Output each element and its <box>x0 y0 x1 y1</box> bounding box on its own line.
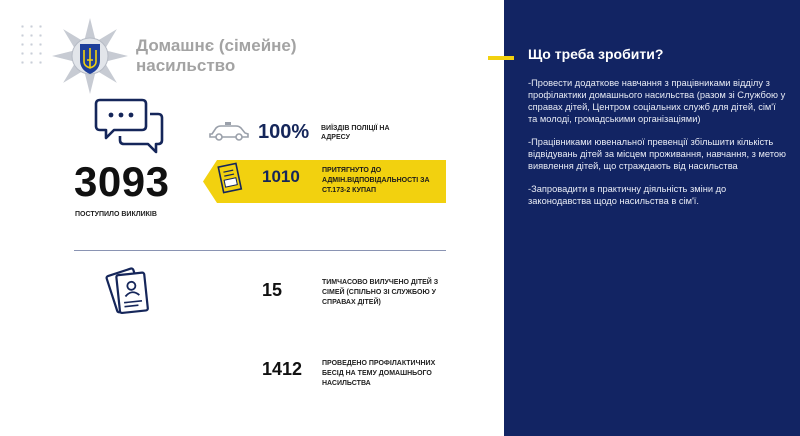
action-item: -Працівниками ювенальної превенції збільшити кількість відвідувань дітей за місцем проживання, навчання, з метою виявлення дітей, що страждають від насильства <box>528 137 787 171</box>
actions-panel <box>504 0 800 436</box>
page-title: Домашнє (сімейне) насильство <box>136 36 297 75</box>
calls-count: 3093 <box>74 158 170 205</box>
calls-label: ПОСТУПИЛО ВИКЛИКІВ <box>75 211 157 218</box>
children-removed-label: ТИМЧАСОВО ВИЛУЧЕНО ДІТЕЙ З СІМЕЙ (СПІЛЬНО ЗІ СЛУЖБОЮ У СПРАВАХ ДІТЕЙ) <box>322 279 439 306</box>
accent-bar <box>488 56 514 60</box>
document-stamp-icon <box>216 162 244 196</box>
administrative-label: ПРИТЯГНУТО ДО АДМІН.ВІДПОВІДАЛЬНОСТІ ЗА СТ.173-2 КУПАП <box>322 167 430 194</box>
documents-icon <box>104 264 156 320</box>
police-star-trident-icon <box>50 16 130 96</box>
decorative-dot-grid <box>18 22 46 68</box>
police-visits-value: 100% <box>258 121 310 143</box>
panel-title: Що треба зробити? <box>528 46 664 62</box>
police-visits-label: ВИЇЗДІВ ПОЛІЦІЇ НА АДРЕСУ <box>321 125 390 141</box>
children-removed-value: 15 <box>262 280 283 300</box>
preventive-talks-value: 1412 <box>262 359 303 379</box>
chat-bubbles-icon <box>94 96 164 158</box>
action-item: -Запровадити в практичну діяльність зміни до законодавства щодо насильства в сім'ї. <box>528 184 727 206</box>
actions-list <box>528 77 786 218</box>
section-divider <box>74 250 446 251</box>
preventive-talks-label: ПРОВЕДЕНО ПРОФІЛАКТИЧНИХ БЕСІД НА ТЕМУ ДОМАШНЬОГО НАСИЛЬСТВА <box>322 360 436 387</box>
action-item: -Провести додаткове навчання з працівниками відділу з профілактики домашнього насильства (разом зі Службою у справах дітей, Центром соціальних служб для дітей, сім'ї та молоді, громадськими організаціями) <box>528 78 786 124</box>
police-car-icon <box>208 121 250 141</box>
administrative-value: 1010 <box>262 167 300 186</box>
